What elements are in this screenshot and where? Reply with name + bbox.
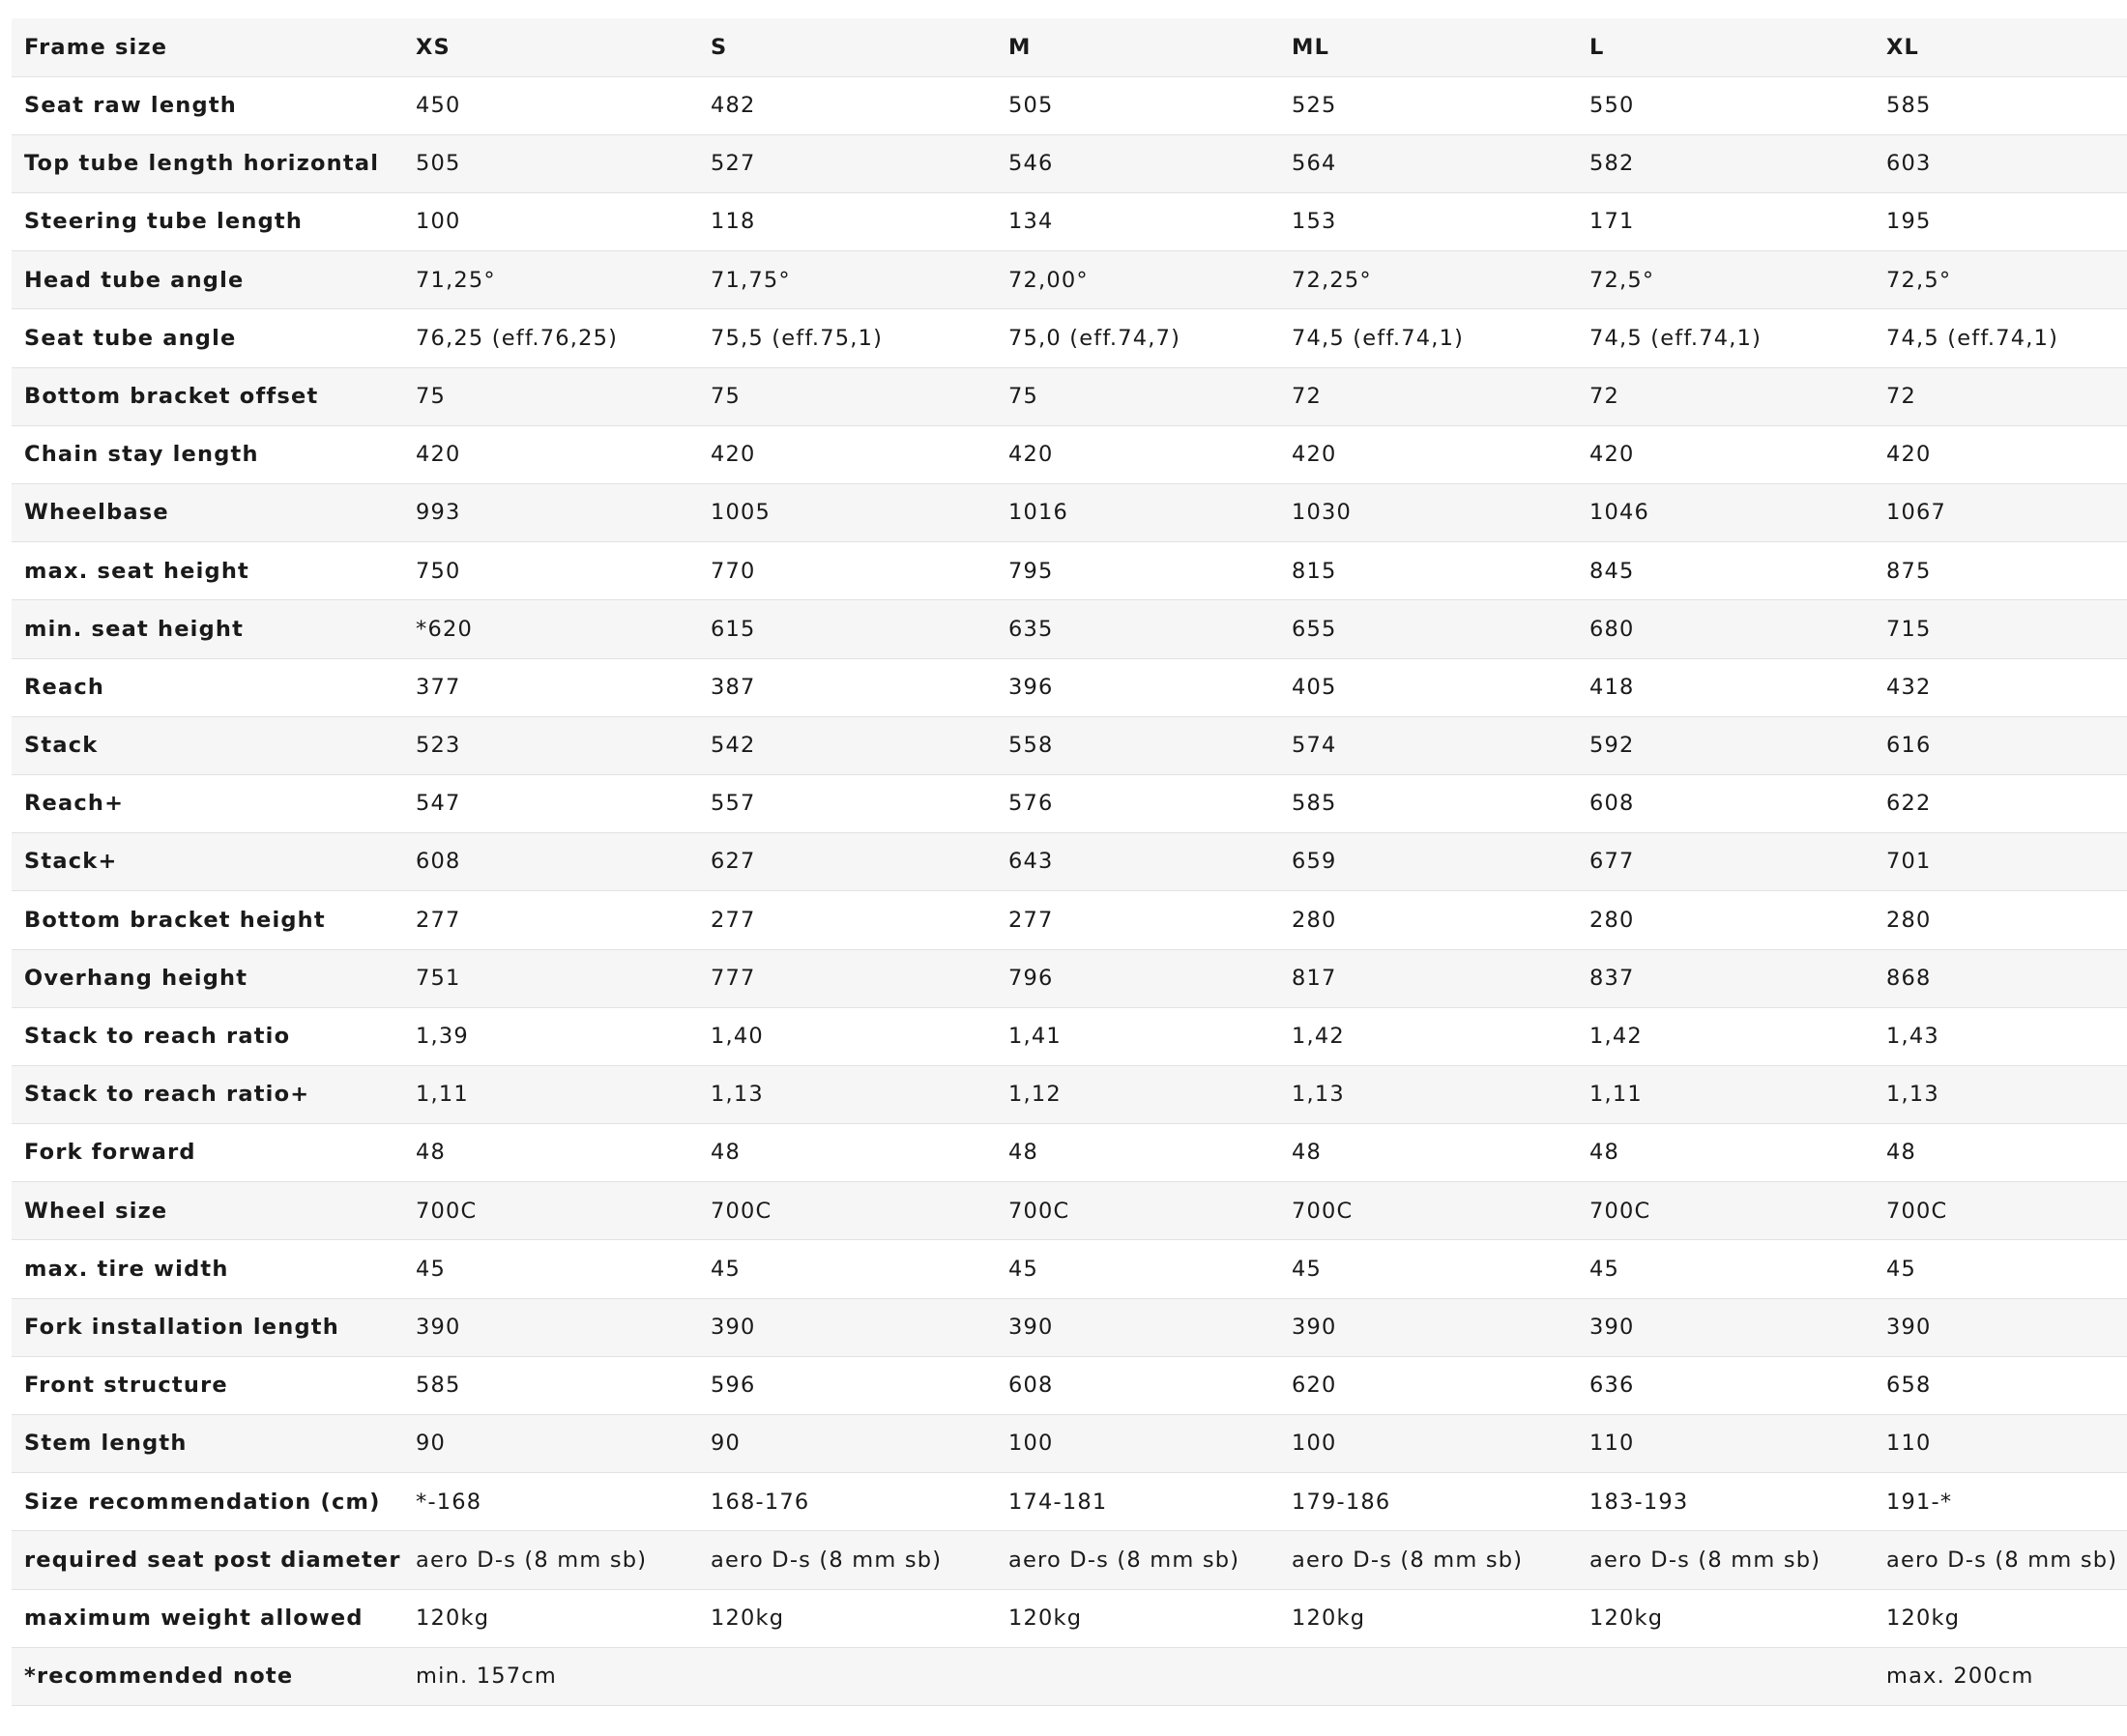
- cell-size-ml: 100: [1279, 1415, 1577, 1473]
- cell-size-s: 168-176: [698, 1473, 996, 1531]
- cell-size-xl: 658: [1874, 1356, 2127, 1414]
- header-size-xs: XS: [403, 18, 698, 76]
- cell-size-xl: 622: [1874, 774, 2127, 832]
- cell-size-s: 420: [698, 425, 996, 483]
- cell-size-ml: 405: [1279, 658, 1577, 716]
- cell-size-xs: 608: [403, 833, 698, 891]
- cell-size-xl: 616: [1874, 716, 2127, 774]
- cell-size-l: 418: [1577, 658, 1874, 716]
- cell-size-ml: [1279, 1647, 1577, 1705]
- cell-size-s: 627: [698, 833, 996, 891]
- header-size-ml: ML: [1279, 18, 1577, 76]
- cell-size-ml: 120kg: [1279, 1589, 1577, 1647]
- cell-size-xl: max. 200cm: [1874, 1647, 2127, 1705]
- cell-size-l: 390: [1577, 1298, 1874, 1356]
- table-row: [12, 658, 2127, 716]
- cell-size-s: 90: [698, 1415, 996, 1473]
- cell-size-m: 700C: [996, 1182, 1279, 1240]
- table-row: [12, 484, 2127, 542]
- row-label: Head tube angle: [12, 251, 403, 309]
- header-size-xl: XL: [1874, 18, 2127, 76]
- cell-size-xl: 875: [1874, 542, 2127, 600]
- table-header-row: [12, 18, 2127, 76]
- cell-size-s: 45: [698, 1240, 996, 1298]
- cell-size-xs: 1,11: [403, 1065, 698, 1123]
- cell-size-s: 596: [698, 1356, 996, 1414]
- row-label: Wheelbase: [12, 484, 403, 542]
- cell-size-m: 1,12: [996, 1065, 1279, 1123]
- cell-size-xl: 1067: [1874, 484, 2127, 542]
- cell-size-m: 72,00°: [996, 251, 1279, 309]
- cell-size-ml: 72: [1279, 367, 1577, 425]
- cell-size-s: 75: [698, 367, 996, 425]
- row-label: Front structure: [12, 1356, 403, 1414]
- cell-size-ml: 585: [1279, 774, 1577, 832]
- cell-size-xl: 191-*: [1874, 1473, 2127, 1531]
- cell-size-xs: 700C: [403, 1182, 698, 1240]
- cell-size-xl: aero D-s (8 mm sb): [1874, 1531, 2127, 1589]
- table-row: [12, 1356, 2127, 1414]
- cell-size-ml: 153: [1279, 193, 1577, 251]
- cell-size-m: 795: [996, 542, 1279, 600]
- cell-size-l: 1046: [1577, 484, 1874, 542]
- table-row: [12, 367, 2127, 425]
- table-row: [12, 134, 2127, 192]
- cell-size-xs: 45: [403, 1240, 698, 1298]
- cell-size-l: 72: [1577, 367, 1874, 425]
- table-row: [12, 1007, 2127, 1065]
- row-label: Reach+: [12, 774, 403, 832]
- cell-size-s: 482: [698, 76, 996, 134]
- cell-size-xs: 420: [403, 425, 698, 483]
- row-label: Fork forward: [12, 1124, 403, 1182]
- cell-size-l: aero D-s (8 mm sb): [1577, 1531, 1874, 1589]
- cell-size-s: 120kg: [698, 1589, 996, 1647]
- cell-size-xl: 432: [1874, 658, 2127, 716]
- table-row: [12, 1124, 2127, 1182]
- header-size-s: S: [698, 18, 996, 76]
- table-row: [12, 1182, 2127, 1240]
- cell-size-xl: 280: [1874, 891, 2127, 949]
- table-row: [12, 309, 2127, 367]
- cell-size-m: 576: [996, 774, 1279, 832]
- cell-size-s: aero D-s (8 mm sb): [698, 1531, 996, 1589]
- cell-size-m: 643: [996, 833, 1279, 891]
- cell-size-m: 608: [996, 1356, 1279, 1414]
- cell-size-l: 183-193: [1577, 1473, 1874, 1531]
- cell-size-xs: 71,25°: [403, 251, 698, 309]
- cell-size-xs: 90: [403, 1415, 698, 1473]
- cell-size-s: 527: [698, 134, 996, 192]
- table-row: [12, 1415, 2127, 1473]
- table-row: [12, 76, 2127, 134]
- cell-size-ml: 574: [1279, 716, 1577, 774]
- cell-size-ml: 817: [1279, 949, 1577, 1007]
- cell-size-xs: 377: [403, 658, 698, 716]
- cell-size-xl: 701: [1874, 833, 2127, 891]
- cell-size-ml: 280: [1279, 891, 1577, 949]
- cell-size-l: 680: [1577, 600, 1874, 658]
- header-frame-size: Frame size: [12, 18, 403, 76]
- table-row: [12, 1298, 2127, 1356]
- cell-size-l: 550: [1577, 76, 1874, 134]
- cell-size-xs: 76,25 (eff.76,25): [403, 309, 698, 367]
- cell-size-m: aero D-s (8 mm sb): [996, 1531, 1279, 1589]
- cell-size-s: 48: [698, 1124, 996, 1182]
- cell-size-xl: 110: [1874, 1415, 2127, 1473]
- cell-size-xs: 450: [403, 76, 698, 134]
- cell-size-l: 420: [1577, 425, 1874, 483]
- cell-size-m: 100: [996, 1415, 1279, 1473]
- cell-size-xs: 277: [403, 891, 698, 949]
- cell-size-l: 700C: [1577, 1182, 1874, 1240]
- cell-size-xl: 45: [1874, 1240, 2127, 1298]
- cell-size-m: 134: [996, 193, 1279, 251]
- cell-size-m: 1,41: [996, 1007, 1279, 1065]
- cell-size-ml: 1,13: [1279, 1065, 1577, 1123]
- table-row: [12, 251, 2127, 309]
- row-label: Stack: [12, 716, 403, 774]
- cell-size-s: 390: [698, 1298, 996, 1356]
- cell-size-xl: 585: [1874, 76, 2127, 134]
- header-size-m: M: [996, 18, 1279, 76]
- cell-size-s: 118: [698, 193, 996, 251]
- cell-size-ml: 390: [1279, 1298, 1577, 1356]
- cell-size-m: 390: [996, 1298, 1279, 1356]
- cell-size-s: 71,75°: [698, 251, 996, 309]
- table-row: [12, 1065, 2127, 1123]
- table-row: [12, 833, 2127, 891]
- cell-size-ml: 655: [1279, 600, 1577, 658]
- cell-size-l: 677: [1577, 833, 1874, 891]
- cell-size-xl: 120kg: [1874, 1589, 2127, 1647]
- cell-size-m: 174-181: [996, 1473, 1279, 1531]
- cell-size-l: 582: [1577, 134, 1874, 192]
- cell-size-xs: 505: [403, 134, 698, 192]
- cell-size-xs: 100: [403, 193, 698, 251]
- cell-size-xs: 993: [403, 484, 698, 542]
- cell-size-xs: aero D-s (8 mm sb): [403, 1531, 698, 1589]
- cell-size-xs: *620: [403, 600, 698, 658]
- row-label: Seat raw length: [12, 76, 403, 134]
- table-row: [12, 1240, 2127, 1298]
- table-row: [12, 1589, 2127, 1647]
- table-row: [12, 774, 2127, 832]
- cell-size-m: 45: [996, 1240, 1279, 1298]
- cell-size-s: 542: [698, 716, 996, 774]
- row-label: min. seat height: [12, 600, 403, 658]
- cell-size-ml: 525: [1279, 76, 1577, 134]
- table-row: [12, 425, 2127, 483]
- cell-size-s: 387: [698, 658, 996, 716]
- cell-size-ml: 420: [1279, 425, 1577, 483]
- row-label: Bottom bracket height: [12, 891, 403, 949]
- cell-size-l: 1,42: [1577, 1007, 1874, 1065]
- cell-size-l: 72,5°: [1577, 251, 1874, 309]
- cell-size-m: 75,0 (eff.74,7): [996, 309, 1279, 367]
- cell-size-xs: 750: [403, 542, 698, 600]
- cell-size-m: 75: [996, 367, 1279, 425]
- row-label: Reach: [12, 658, 403, 716]
- cell-size-l: 120kg: [1577, 1589, 1874, 1647]
- cell-size-xl: 195: [1874, 193, 2127, 251]
- cell-size-m: 546: [996, 134, 1279, 192]
- geometry-table: [12, 18, 2127, 1706]
- cell-size-m: 120kg: [996, 1589, 1279, 1647]
- cell-size-m: 48: [996, 1124, 1279, 1182]
- cell-size-l: 110: [1577, 1415, 1874, 1473]
- table-row: [12, 891, 2127, 949]
- cell-size-xl: 72,5°: [1874, 251, 2127, 309]
- cell-size-s: [698, 1647, 996, 1705]
- cell-size-ml: 45: [1279, 1240, 1577, 1298]
- cell-size-s: 557: [698, 774, 996, 832]
- cell-size-ml: 700C: [1279, 1182, 1577, 1240]
- cell-size-m: 396: [996, 658, 1279, 716]
- cell-size-ml: 1030: [1279, 484, 1577, 542]
- cell-size-m: [996, 1647, 1279, 1705]
- cell-size-s: 1,40: [698, 1007, 996, 1065]
- table-row: [12, 1647, 2127, 1705]
- cell-size-xs: 1,39: [403, 1007, 698, 1065]
- row-label: Stack to reach ratio+: [12, 1065, 403, 1123]
- row-label: max. tire width: [12, 1240, 403, 1298]
- cell-size-ml: 564: [1279, 134, 1577, 192]
- cell-size-ml: 815: [1279, 542, 1577, 600]
- cell-size-ml: 659: [1279, 833, 1577, 891]
- cell-size-ml: 48: [1279, 1124, 1577, 1182]
- row-label: Bottom bracket offset: [12, 367, 403, 425]
- cell-size-m: 558: [996, 716, 1279, 774]
- cell-size-l: 48: [1577, 1124, 1874, 1182]
- table-row: [12, 716, 2127, 774]
- cell-size-xl: 868: [1874, 949, 2127, 1007]
- row-label: max. seat height: [12, 542, 403, 600]
- row-label: *recommended note: [12, 1647, 403, 1705]
- row-label: Size recommendation (cm): [12, 1473, 403, 1531]
- header-size-l: L: [1577, 18, 1874, 76]
- cell-size-xl: 420: [1874, 425, 2127, 483]
- row-label: Stack+: [12, 833, 403, 891]
- cell-size-s: 1005: [698, 484, 996, 542]
- cell-size-s: 777: [698, 949, 996, 1007]
- cell-size-l: 636: [1577, 1356, 1874, 1414]
- cell-size-xs: 585: [403, 1356, 698, 1414]
- table-row: [12, 193, 2127, 251]
- cell-size-ml: aero D-s (8 mm sb): [1279, 1531, 1577, 1589]
- table-row: [12, 1473, 2127, 1531]
- cell-size-l: 74,5 (eff.74,1): [1577, 309, 1874, 367]
- cell-size-l: 845: [1577, 542, 1874, 600]
- cell-size-xl: 603: [1874, 134, 2127, 192]
- cell-size-s: 615: [698, 600, 996, 658]
- cell-size-s: 700C: [698, 1182, 996, 1240]
- row-label: Fork installation length: [12, 1298, 403, 1356]
- cell-size-xl: 72: [1874, 367, 2127, 425]
- cell-size-ml: 72,25°: [1279, 251, 1577, 309]
- cell-size-xs: min. 157cm: [403, 1647, 698, 1705]
- cell-size-l: 837: [1577, 949, 1874, 1007]
- row-label: Top tube length horizontal: [12, 134, 403, 192]
- cell-size-xl: 1,13: [1874, 1065, 2127, 1123]
- cell-size-xs: 547: [403, 774, 698, 832]
- cell-size-xs: 751: [403, 949, 698, 1007]
- cell-size-ml: 620: [1279, 1356, 1577, 1414]
- cell-size-xl: 1,43: [1874, 1007, 2127, 1065]
- cell-size-m: 505: [996, 76, 1279, 134]
- row-label: required seat post diameter: [12, 1531, 403, 1589]
- cell-size-m: 420: [996, 425, 1279, 483]
- table-row: [12, 1531, 2127, 1589]
- cell-size-ml: 1,42: [1279, 1007, 1577, 1065]
- table-row: [12, 542, 2127, 600]
- cell-size-l: 171: [1577, 193, 1874, 251]
- cell-size-xs: 390: [403, 1298, 698, 1356]
- cell-size-xl: 700C: [1874, 1182, 2127, 1240]
- cell-size-ml: 74,5 (eff.74,1): [1279, 309, 1577, 367]
- cell-size-l: 608: [1577, 774, 1874, 832]
- row-label: maximum weight allowed: [12, 1589, 403, 1647]
- row-label: Chain stay length: [12, 425, 403, 483]
- cell-size-xs: 523: [403, 716, 698, 774]
- row-label: Seat tube angle: [12, 309, 403, 367]
- row-label: Steering tube length: [12, 193, 403, 251]
- cell-size-xl: 74,5 (eff.74,1): [1874, 309, 2127, 367]
- cell-size-l: 1,11: [1577, 1065, 1874, 1123]
- cell-size-s: 1,13: [698, 1065, 996, 1123]
- cell-size-s: 75,5 (eff.75,1): [698, 309, 996, 367]
- cell-size-m: 635: [996, 600, 1279, 658]
- cell-size-m: 277: [996, 891, 1279, 949]
- cell-size-l: 592: [1577, 716, 1874, 774]
- cell-size-ml: 179-186: [1279, 1473, 1577, 1531]
- cell-size-s: 277: [698, 891, 996, 949]
- table-row: [12, 600, 2127, 658]
- row-label: Wheel size: [12, 1182, 403, 1240]
- cell-size-xs: 75: [403, 367, 698, 425]
- cell-size-l: 45: [1577, 1240, 1874, 1298]
- cell-size-xs: 48: [403, 1124, 698, 1182]
- table-row: [12, 949, 2127, 1007]
- row-label: Stem length: [12, 1415, 403, 1473]
- cell-size-l: [1577, 1647, 1874, 1705]
- row-label: Stack to reach ratio: [12, 1007, 403, 1065]
- row-label: Overhang height: [12, 949, 403, 1007]
- cell-size-s: 770: [698, 542, 996, 600]
- cell-size-m: 1016: [996, 484, 1279, 542]
- cell-size-xl: 715: [1874, 600, 2127, 658]
- cell-size-xs: *-168: [403, 1473, 698, 1531]
- cell-size-m: 796: [996, 949, 1279, 1007]
- cell-size-xl: 390: [1874, 1298, 2127, 1356]
- cell-size-l: 280: [1577, 891, 1874, 949]
- cell-size-xl: 48: [1874, 1124, 2127, 1182]
- cell-size-xs: 120kg: [403, 1589, 698, 1647]
